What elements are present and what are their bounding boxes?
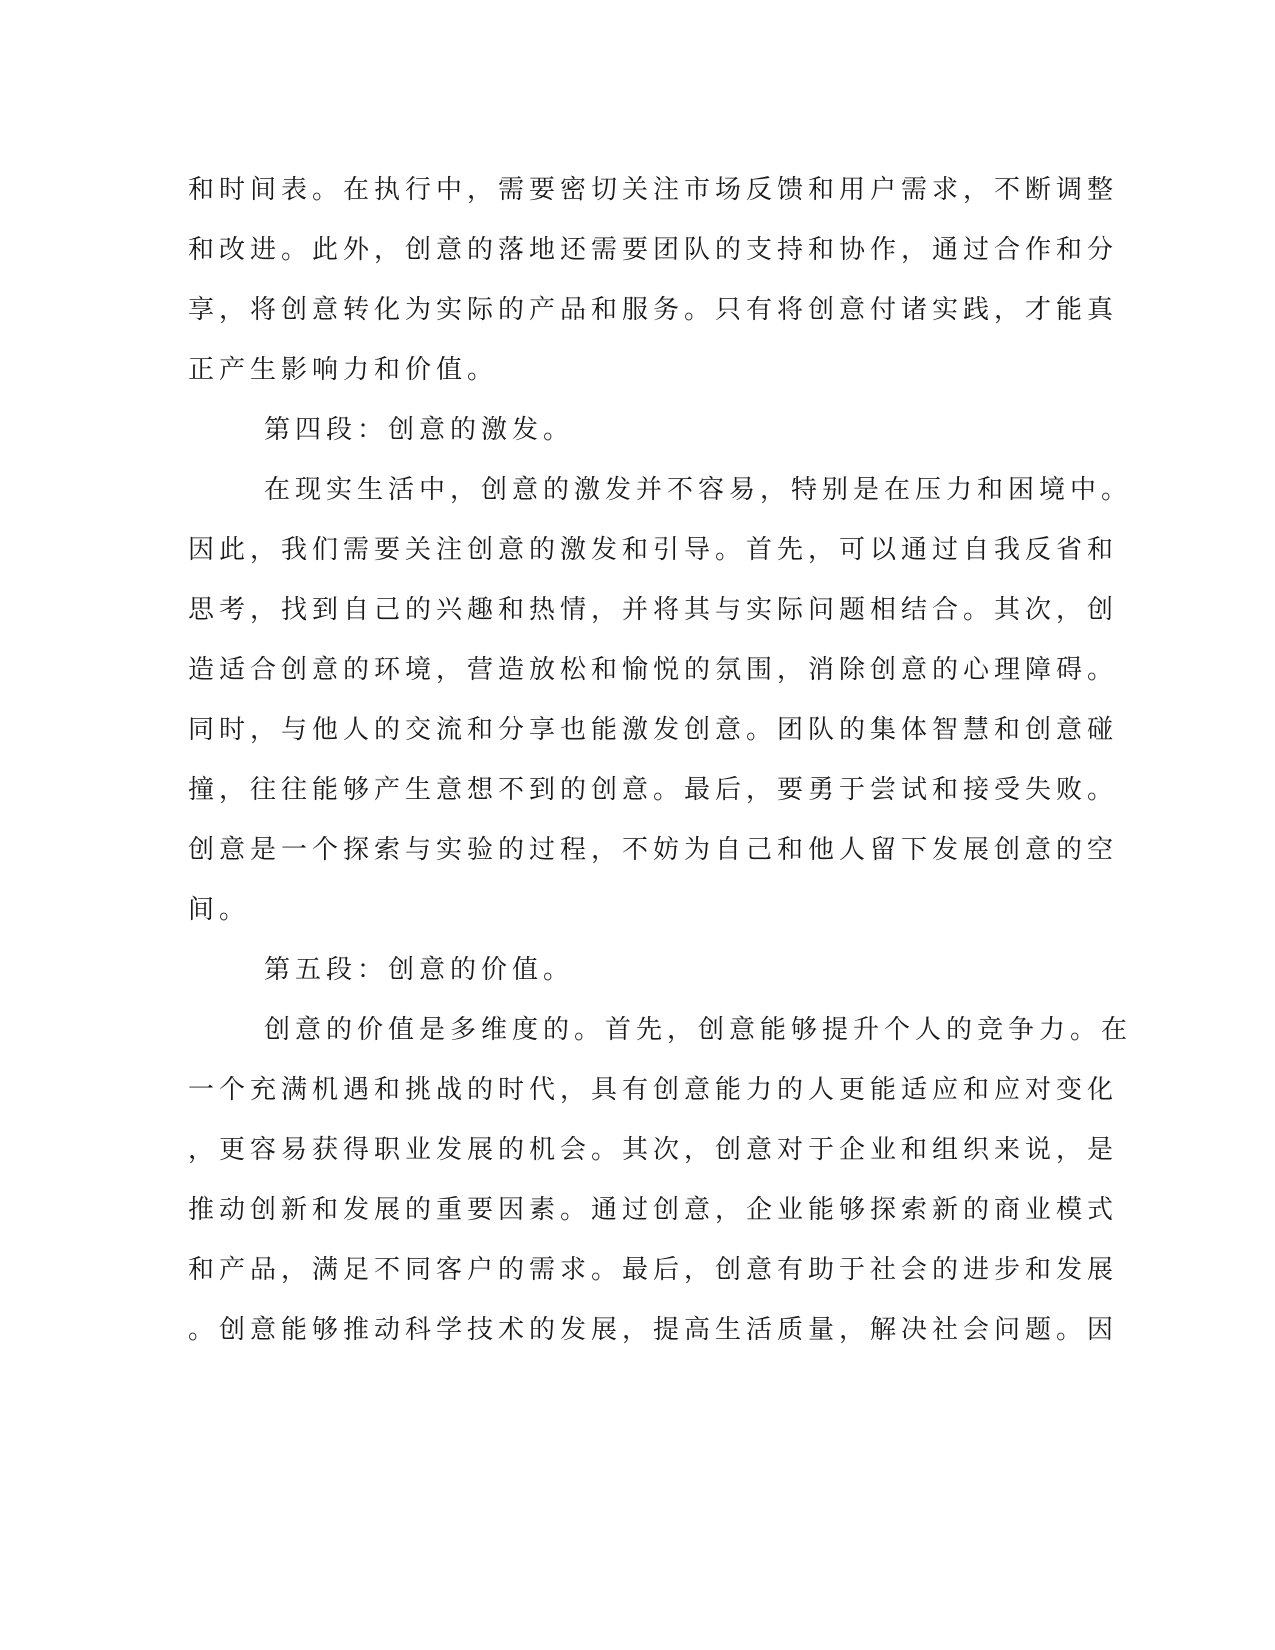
- text-line: 一个充满机遇和挑战的时代，具有创意能力的人更能适应和应对变化: [188, 1075, 1119, 1105]
- text-line: 和产品，满足不同客户的需求。最后，创意有助于社会的进步和发展: [188, 1255, 1119, 1285]
- text-line: 推动创新和发展的重要因素。通过创意，企业能够探索新的商业模式: [188, 1195, 1119, 1225]
- body-text: [188, 160, 1133, 1360]
- text-line: 和改进。此外，创意的落地还需要团队的支持和协作，通过合作和分: [188, 235, 1119, 265]
- text-line: 创意的价值是多维度的。首先，创意能够提升个人的竞争力。在: [264, 1015, 1133, 1045]
- text-line: 在现实生活中，创意的激发并不容易，特别是在压力和困境中。: [264, 475, 1133, 505]
- text-line: 享，将创意转化为实际的产品和服务。只有将创意付诸实践，才能真: [188, 295, 1119, 325]
- text-line: 创意是一个探索与实验的过程，不妨为自己和他人留下发展创意的空: [188, 835, 1119, 865]
- section-heading-5: 第五段：创意的价值。: [264, 955, 575, 985]
- text-line: 因此，我们需要关注创意的激发和引导。首先，可以通过自我反省和: [188, 535, 1119, 565]
- text-line: 造适合创意的环境，营造放松和愉悦的氛围，消除创意的心理障碍。: [188, 655, 1119, 685]
- text-line: ，更容易获得职业发展的机会。其次，创意对于企业和组织来说，是: [188, 1135, 1119, 1165]
- text-line: 正产生影响力和价值。: [188, 355, 499, 385]
- section-heading-4: 第四段：创意的激发。: [264, 415, 575, 445]
- text-line: 思考，找到自己的兴趣和热情，并将其与实际问题相结合。其次，创: [188, 595, 1119, 625]
- text-line: 间。: [188, 895, 251, 925]
- text-line: 撞，往往能够产生意想不到的创意。最后，要勇于尝试和接受失败。: [188, 775, 1119, 805]
- text-line: 同时，与他人的交流和分享也能激发创意。团队的集体智慧和创意碰: [188, 715, 1119, 745]
- text-line: 和时间表。在执行中，需要密切关注市场反馈和用户需求，不断调整: [188, 175, 1119, 205]
- text-line: 。创意能够推动科学技术的发展，提高生活质量，解决社会问题。因: [188, 1315, 1119, 1345]
